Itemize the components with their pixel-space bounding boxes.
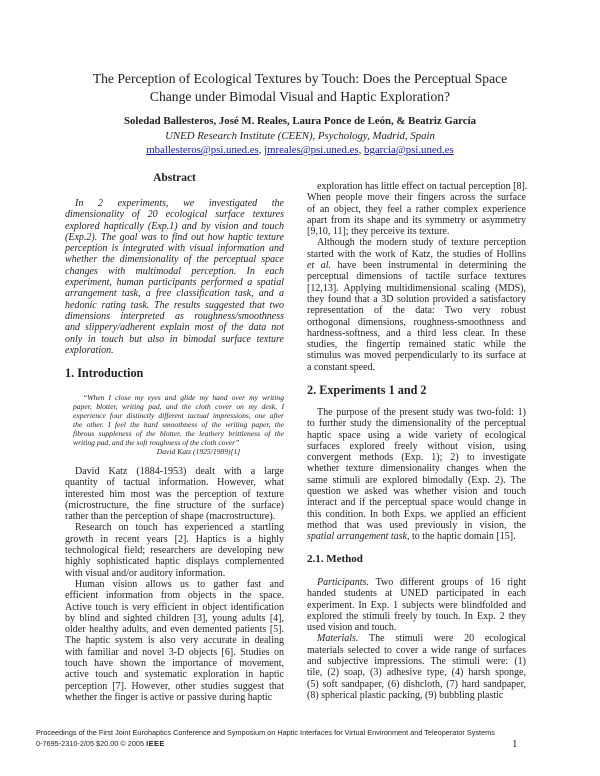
text-line: dimensions interpreted as roughness/smoothness xyxy=(65,310,284,322)
text-line: and slippery/adherent explain most of the data not xyxy=(65,322,284,334)
text-line: (5) soft sandpaper, (6) dishcloth, (7) hard sandpaper, xyxy=(307,678,526,690)
section2-heading: 2. Experiments 1 and 2 xyxy=(307,383,427,397)
text-line: whether the finger is active or passive during haptic xyxy=(65,691,273,703)
separator: , xyxy=(358,144,365,156)
text-line: dimensionality of 20 ecological surface textures xyxy=(65,209,284,221)
text-line: et al. have been instrumental in determining the xyxy=(307,260,527,272)
epigraph-quote xyxy=(73,393,284,456)
text-line: with visual and/or auditory information. xyxy=(65,567,226,579)
text-line: haptic space using a wide variety of ecological xyxy=(307,429,526,441)
text-line: with familiar and novel 3-D objects [6]. Studies on xyxy=(65,646,284,658)
text-line: used vision and touch. xyxy=(307,622,397,634)
affiliation: UNED Research Institute (CEEN), Psychology, Madrid, Spain xyxy=(165,130,435,142)
text-line: exploration has little effect on tactual perception [8]. xyxy=(317,181,528,192)
text-line: Active touch is very efficient in object identification xyxy=(65,601,284,613)
text-line: exploration. xyxy=(65,344,114,356)
introduction-continued xyxy=(307,181,526,373)
text-line: The haptic system is also very accurate in dealing xyxy=(65,635,284,647)
text-line: surfaces explored freely without vision, using xyxy=(307,440,526,452)
quote-attribution: David Katz (1925/1989)[1] xyxy=(156,447,241,456)
text-line: question we asked was whether vision and touch xyxy=(307,486,526,498)
text-line: hardness-softness, and a third less clear. In these xyxy=(307,327,526,339)
email-link[interactable]: mballesteros@psi.uned.es xyxy=(146,144,259,156)
text-line: In 2 experiments, we investigated the xyxy=(75,198,284,209)
text-line: changes with multimodal perception. In each xyxy=(65,265,284,277)
text-line: apart from its shape and its symmetry or asymmetry xyxy=(307,214,526,226)
text-line: a constant speed. xyxy=(307,361,376,373)
section2-body xyxy=(307,407,526,543)
text-line: experience four distinctly different tactual impressions, one after xyxy=(73,411,284,420)
footer-proceedings: Proceedings of the First Joint Eurohaptics Conference and Symposium on Haptic Interfaces for Virtual Environment and Teleoperator Systems xyxy=(36,728,495,737)
page-number: 1 xyxy=(512,738,518,750)
text-line: whether the dimensionality of the perceptual space xyxy=(65,254,284,266)
text-line: efficient information from objects in the space. xyxy=(65,590,284,602)
text-line: (microstructure, the fine structure of the surface) xyxy=(65,499,284,511)
text-line: convergent methods (Exp. 1); 2) to investigate xyxy=(307,452,526,464)
text-line: [9,10, 11]; they perceive its texture. xyxy=(307,226,450,238)
text-line: whether texture dimensionality changes when the xyxy=(307,463,526,475)
italic-term: Materials. xyxy=(317,633,359,645)
text-line: Materials. The stimuli were 20 ecological xyxy=(317,633,526,645)
introduction-heading: 1. Introduction xyxy=(65,366,144,380)
text-line: method that was used previously in vision, the xyxy=(307,519,526,531)
authors: Soledad Ballesteros, José M. Reales, Laura Ponce de León, & Beatriz García xyxy=(124,115,476,127)
text-line: explored the stimuli freely by touch. In Exp. 2 they xyxy=(307,610,526,622)
text-line: “When I close my eyes and glide my hand over my writing xyxy=(83,393,284,402)
emails xyxy=(0,144,600,156)
text-line: (Exp.2). The goal was to find out how haptic texture xyxy=(65,231,284,243)
text-line: perceptual dimensions of tactile surface textures xyxy=(307,271,526,283)
text-line: interested him most was the perception of texture xyxy=(65,488,284,500)
text-line: paper, blotter, writing pad, and the cloth cover on my desk, I xyxy=(73,402,284,411)
text-line: Participants. Two different groups of 16 right xyxy=(317,577,526,588)
text-line: hedonic rating task. The results suggested that two xyxy=(65,299,284,311)
text-line: older healthy adults, and even demented patients [5]. xyxy=(65,624,284,636)
text-line: active touch and systematic exploration in haptic xyxy=(65,669,284,681)
text-line: this condition. In both Exps. we applied an efficient xyxy=(307,508,526,520)
text-line: highly sophisticated haptic displays complemented xyxy=(65,556,284,568)
footer xyxy=(36,728,495,749)
text-line: of an object, they feel a rather complex experience xyxy=(307,203,526,215)
text-line: perception is integrated with visual information and xyxy=(65,243,284,255)
title-line: The Perception of Ecological Textures by Touch: Does the Perceptual Space xyxy=(92,71,508,86)
text-line: tile, (2) soap, (3) adhesive type, (4) harsh sponge, xyxy=(307,667,526,679)
abstract-body xyxy=(65,198,284,356)
text-line: [12,13]. Applying multidimensional scaling (MDS), xyxy=(307,282,526,294)
ieee-logo: IEEE xyxy=(146,738,165,748)
italic-term: et al. xyxy=(307,260,331,272)
title-line: Change under Bimodal Visual and Haptic Exploration? xyxy=(149,89,451,104)
text-line: spatial arrangement task, to the haptic domain [15]. xyxy=(307,531,516,543)
text-line: the other. I feel the hard smoothness of the writing paper, the xyxy=(73,420,284,429)
text-line: representation of the data: Two very robust xyxy=(307,305,526,317)
email-link[interactable]: jmreales@psi.uned.es xyxy=(264,144,359,156)
text-line: technological field; researchers are developing new xyxy=(65,545,284,557)
text-line: fibrous suppleness of the blotter, the leathery brittleness of the xyxy=(73,429,284,438)
text-line: rather than the perception of shape (macrostructure). xyxy=(65,511,276,523)
abstract-heading: Abstract xyxy=(153,172,196,184)
footer-copyright xyxy=(36,739,495,750)
text-line: materials selected to cover a wide range of surfaces xyxy=(307,644,526,656)
text-line: they found that a 3D solution provided a satisfactory xyxy=(307,293,526,305)
text-line: Human vision allows us to gather fast and xyxy=(75,578,284,590)
text-line: touch have shown the importance of movement, xyxy=(65,658,284,670)
method-heading: 2.1. Method xyxy=(307,553,363,565)
text-line: growth in recent years [2]. Haptics is a highly xyxy=(65,533,284,545)
text-line: to further study the dimensionality of the perceptual xyxy=(307,418,526,430)
text-line: quantity of tactual information. However, what xyxy=(65,477,284,489)
italic-term: spatial arrangement task, xyxy=(307,531,410,543)
text-line: started with the work of Katz, the studies of Hollins xyxy=(307,248,526,260)
text-line: arrangement task, a free classification task, and a xyxy=(65,288,284,300)
text-line: Research on touch has experienced a startling xyxy=(75,522,284,534)
text-line: writing pad, and the soft roughness of the cloth cover” xyxy=(73,438,240,447)
separator: , xyxy=(258,144,265,156)
text-line: interact and if the perceptual space would change in xyxy=(307,497,526,509)
text-line: by blind and sighted children [3], young adults [4], xyxy=(65,612,284,624)
text-line: orthogonal dimensions, roughness-smoothness and xyxy=(307,316,526,328)
text-line: handed students at UNED participated in each xyxy=(307,588,526,600)
text-line: (8) spherical plastic packing, (9) bubbling plastic xyxy=(307,689,504,701)
text-line: explored haptically (Exp.1) and by vision and touch xyxy=(65,220,284,232)
text-line: same stimuli are explored bimodally (Exp. 2). The xyxy=(307,474,526,486)
italic-term: Participants. xyxy=(317,577,369,588)
text-line: Although the modern study of texture perception xyxy=(317,237,526,249)
text-line: studies, the fingertip remained static while the xyxy=(307,339,526,351)
text-line: When people move their fingers across the surface xyxy=(307,192,526,204)
text-line: and subjective impressions. The stimuli were: (1) xyxy=(307,656,526,668)
text-line: only in touch but also in bimodal surface texture xyxy=(65,333,284,345)
introduction-body xyxy=(65,466,284,703)
text-line: experiment. In Exp. 1 subjects were blindfolded and xyxy=(307,599,526,611)
text-line: perception [7]. However, other studies suggest that xyxy=(65,680,284,692)
text-line: The purpose of the present study was two-fold: 1) xyxy=(317,407,526,418)
paper-title xyxy=(0,70,600,106)
text-line: stimulus was moved perpendicularly to its surface at xyxy=(307,350,526,362)
text-line: David Katz (1884-1953) dealt with a large xyxy=(75,466,284,477)
email-link[interactable]: bgarcia@psi.uned.es xyxy=(364,144,454,156)
copyright-text: 0-7695-2310-2/05 $20.00 © 2005 xyxy=(36,738,145,748)
method-body xyxy=(307,577,526,701)
text-line: experiment, human participants performed a spatial xyxy=(65,277,284,289)
